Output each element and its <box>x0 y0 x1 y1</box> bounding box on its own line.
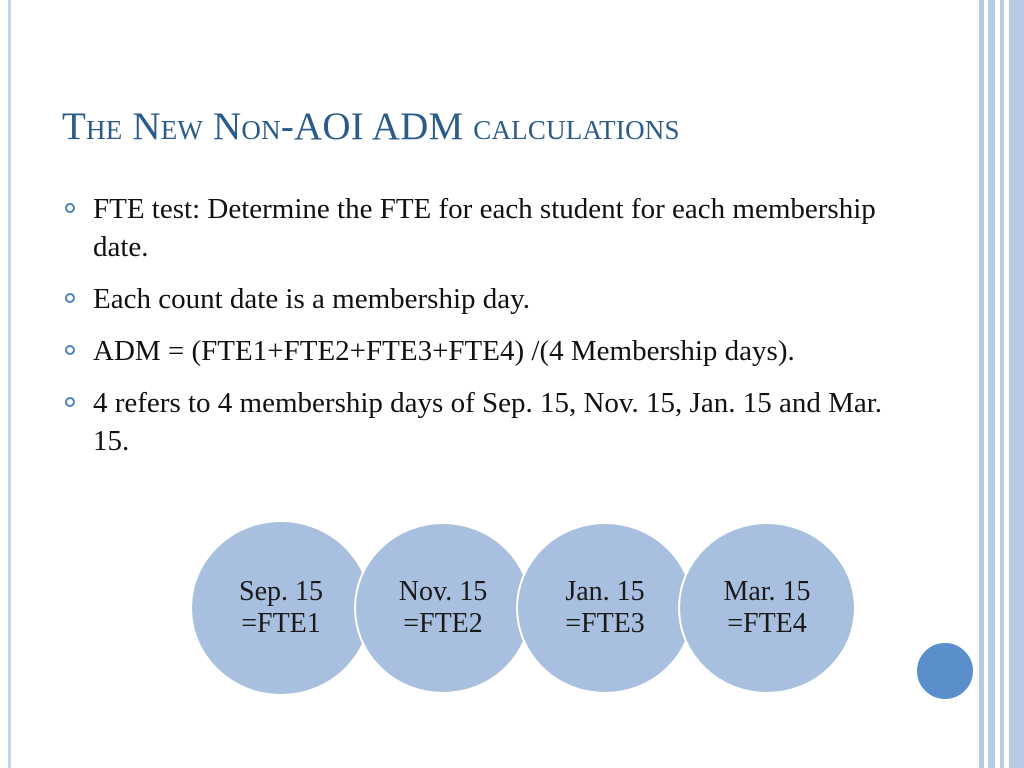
membership-cycle-diagram <box>192 522 872 694</box>
bullet-text: 4 refers to 4 membership days of Sep. 15, Nov. 15, Jan. 15 and Mar. 15. <box>93 387 883 457</box>
bullet-marker-icon <box>65 203 75 213</box>
cycle-circle-nov <box>354 522 532 694</box>
right-frame-stripe <box>979 0 984 768</box>
cycle-circle-sep <box>192 522 370 694</box>
bullet-marker-icon <box>65 397 75 407</box>
bullet-marker-icon <box>65 293 75 303</box>
cycle-label: Sep. 15 =FTE1 <box>239 576 323 639</box>
cycle-label: Jan. 15 =FTE3 <box>565 576 645 639</box>
right-frame-stripe <box>1000 0 1004 768</box>
decorative-circle-icon <box>914 640 976 702</box>
bullet-item <box>64 190 894 266</box>
bullet-item <box>64 280 894 318</box>
bullet-item <box>64 384 894 460</box>
cycle-circle-mar <box>678 522 856 694</box>
right-frame-stripe <box>988 0 995 768</box>
cycle-circle-jan <box>516 522 694 694</box>
cycle-label: Nov. 15 =FTE2 <box>398 576 488 639</box>
bullet-list <box>64 190 894 474</box>
cycle-label: Mar. 15 =FTE4 <box>723 576 811 639</box>
slide-title: The New Non-AOI ADM calculations <box>62 105 680 148</box>
right-frame-stripe <box>1009 0 1024 768</box>
bullet-text: FTE test: Determine the FTE for each student for each membership date. <box>93 193 876 263</box>
bullet-text: Each count date is a membership day. <box>93 283 530 315</box>
bullet-text: ADM = (FTE1+FTE2+FTE3+FTE4) /(4 Membership days). <box>93 335 795 367</box>
bullet-item <box>64 332 894 370</box>
left-frame-line <box>8 0 11 768</box>
bullet-marker-icon <box>65 345 75 355</box>
